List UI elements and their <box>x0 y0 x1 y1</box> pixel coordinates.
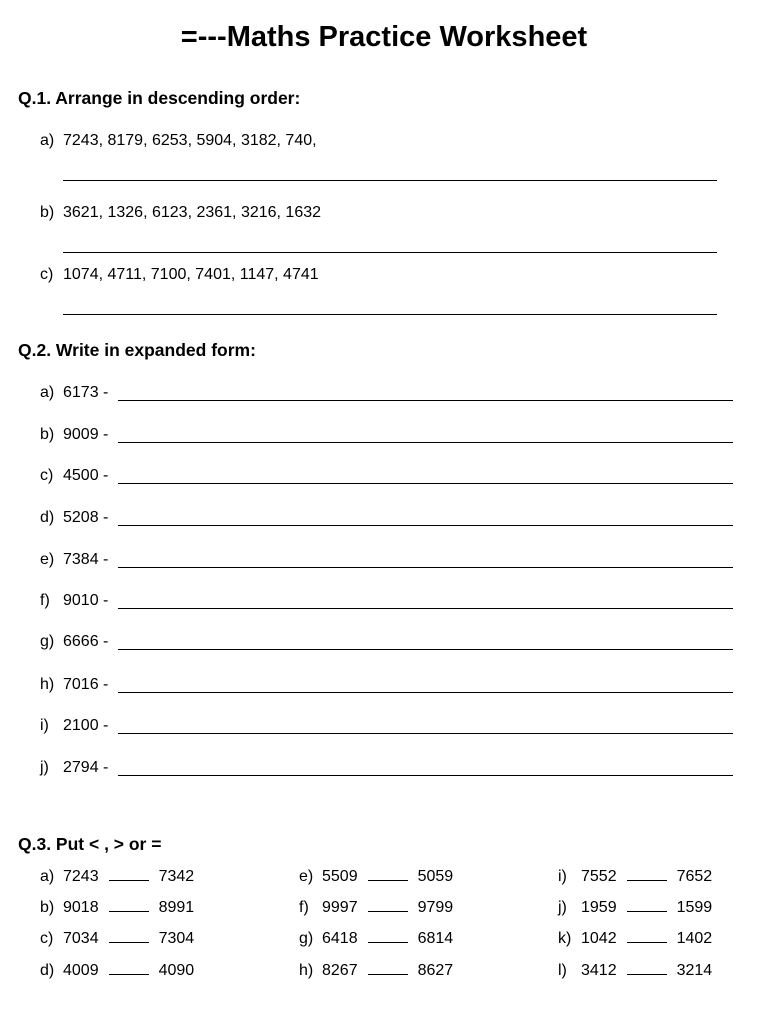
comparison-blank[interactable] <box>368 960 408 975</box>
left-number: 7034 <box>63 930 99 947</box>
q3-item-d <box>40 960 194 981</box>
left-number: 1959 <box>581 899 617 916</box>
comparison-blank[interactable] <box>627 897 667 912</box>
item-label: i) <box>558 868 567 885</box>
item-label: a) <box>40 384 55 401</box>
q1-heading: Q.1. Arrange in descending order: <box>18 88 301 108</box>
q2-item-d <box>40 508 108 528</box>
left-number: 9997 <box>322 899 358 916</box>
q2-item-a <box>40 383 108 403</box>
q1-answer-line-c[interactable] <box>63 314 717 315</box>
q1-item-a <box>40 131 317 151</box>
q2-item-b <box>40 425 108 445</box>
q2-item-g <box>40 632 108 652</box>
worksheet-title: =---Maths Practice Worksheet <box>180 21 588 53</box>
comparison-blank[interactable] <box>627 960 667 975</box>
left-number: 5509 <box>322 868 358 885</box>
q2-answer-line-g[interactable] <box>118 649 733 650</box>
right-number: 8627 <box>417 962 454 979</box>
left-number: 6418 <box>322 930 358 947</box>
item-label: f) <box>299 899 309 916</box>
q3-item-l <box>558 960 712 981</box>
left-number: 3412 <box>581 962 617 979</box>
item-label: e) <box>299 868 314 885</box>
item-label: c) <box>40 467 54 484</box>
comparison-blank[interactable] <box>109 960 149 975</box>
right-number: 3214 <box>676 962 713 979</box>
q3-item-c <box>40 928 194 949</box>
left-number: 8267 <box>322 962 358 979</box>
item-number: 7016 - <box>63 676 109 693</box>
q1-item-c <box>40 265 319 285</box>
q3-item-e <box>299 866 453 887</box>
q3-item-i <box>558 866 712 887</box>
q3-item-b <box>40 897 194 918</box>
item-label: i) <box>40 717 49 734</box>
right-number: 7652 <box>676 868 713 885</box>
comparison-blank[interactable] <box>109 866 149 881</box>
item-number: 6173 - <box>63 384 109 401</box>
q2-heading: Q.2. Write in expanded form: <box>18 340 256 360</box>
q2-answer-line-d[interactable] <box>118 525 733 526</box>
right-number: 4090 <box>158 962 195 979</box>
left-number: 1042 <box>581 930 617 947</box>
q2-answer-line-c[interactable] <box>118 483 733 484</box>
right-number: 6814 <box>417 930 454 947</box>
q3-item-h <box>299 960 453 981</box>
item-number: 7384 - <box>63 551 109 568</box>
left-number: 4009 <box>63 962 99 979</box>
comparison-blank[interactable] <box>109 897 149 912</box>
q3-heading: Q.3. Put < , > or = <box>18 834 162 854</box>
q2-item-h <box>40 675 108 695</box>
left-number: 7243 <box>63 868 99 885</box>
item-label: b) <box>40 204 55 221</box>
q2-item-i <box>40 716 108 736</box>
item-label: j) <box>558 899 567 916</box>
item-label: a) <box>40 868 55 885</box>
q2-item-c <box>40 466 108 486</box>
item-label: h) <box>299 962 314 979</box>
item-number: 6666 - <box>63 633 109 650</box>
q3-item-j <box>558 897 712 918</box>
q1-answer-line-a[interactable] <box>63 180 717 181</box>
number-list: 3621, 1326, 6123, 2361, 3216, 1632 <box>63 204 322 221</box>
comparison-blank[interactable] <box>368 928 408 943</box>
item-label: g) <box>40 633 55 650</box>
number-list: 1074, 4711, 7100, 7401, 1147, 4741 <box>63 266 319 283</box>
q3-item-g <box>299 928 453 949</box>
right-number: 5059 <box>417 868 454 885</box>
right-number: 8991 <box>158 899 195 916</box>
item-number: 9009 - <box>63 426 109 443</box>
q2-item-e <box>40 550 108 570</box>
item-label: g) <box>299 930 314 947</box>
q2-answer-line-b[interactable] <box>118 442 733 443</box>
q2-answer-line-i[interactable] <box>118 733 733 734</box>
right-number: 1599 <box>676 899 713 916</box>
item-label: b) <box>40 899 55 916</box>
comparison-blank[interactable] <box>368 897 408 912</box>
q2-item-j <box>40 758 108 778</box>
item-label: c) <box>40 930 54 947</box>
item-label: h) <box>40 676 55 693</box>
left-number: 9018 <box>63 899 99 916</box>
item-label: c) <box>40 266 54 283</box>
item-number: 9010 - <box>63 592 109 609</box>
q2-answer-line-h[interactable] <box>118 692 733 693</box>
item-label: d) <box>40 509 55 526</box>
q2-answer-line-f[interactable] <box>118 608 733 609</box>
item-number: 5208 - <box>63 509 109 526</box>
right-number: 9799 <box>417 899 454 916</box>
item-number: 2100 - <box>63 717 109 734</box>
item-label: k) <box>558 930 572 947</box>
q2-answer-line-j[interactable] <box>118 775 733 776</box>
item-label: f) <box>40 592 50 609</box>
right-number: 1402 <box>676 930 713 947</box>
item-label: e) <box>40 551 55 568</box>
item-label: b) <box>40 426 55 443</box>
q3-item-f <box>299 897 453 918</box>
q2-answer-line-e[interactable] <box>118 567 733 568</box>
item-number: 4500 - <box>63 467 109 484</box>
right-number: 7304 <box>158 930 195 947</box>
comparison-blank[interactable] <box>627 866 667 881</box>
left-number: 7552 <box>581 868 617 885</box>
q1-item-b <box>40 203 321 223</box>
q2-answer-line-a[interactable] <box>118 400 733 401</box>
q1-answer-line-b[interactable] <box>63 252 717 253</box>
comparison-blank[interactable] <box>627 928 667 943</box>
item-label: d) <box>40 962 55 979</box>
item-label: a) <box>40 132 55 149</box>
comparison-blank[interactable] <box>109 928 149 943</box>
number-list: 7243, 8179, 6253, 5904, 3182, 740, <box>63 132 317 149</box>
item-label: l) <box>558 962 567 979</box>
item-label: j) <box>40 759 49 776</box>
right-number: 7342 <box>158 868 195 885</box>
item-number: 2794 - <box>63 759 109 776</box>
q3-item-k <box>558 928 712 949</box>
comparison-blank[interactable] <box>368 866 408 881</box>
q2-item-f <box>40 591 108 611</box>
q3-item-a <box>40 866 194 887</box>
